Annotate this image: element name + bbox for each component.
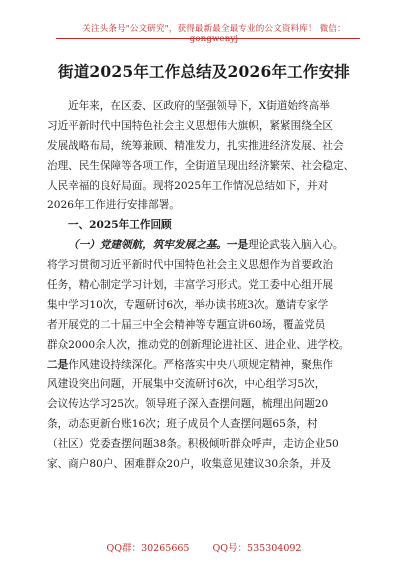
point-text: 作风建设持续深化。严格落实中央八项规定精神，聚焦作 bbox=[68, 358, 334, 371]
header-note: 关注头条号"公文研究"，获得最新最全最专业的公文资料库！ 微信：gongwenyj bbox=[82, 24, 346, 44]
body-line: （社区）党委查摆问题38条。积极倾听群众呼声，走访企业50 bbox=[47, 438, 339, 451]
point-text: 理论武装入脑入心。 bbox=[248, 239, 344, 252]
point-two-line bbox=[47, 356, 365, 376]
document-body bbox=[47, 97, 365, 475]
point-marker: 一是 bbox=[226, 239, 249, 252]
body-line: 集中学习10次，专题研讨6次，举办读书班3次。邀请专家学 bbox=[47, 298, 329, 311]
footer bbox=[0, 540, 408, 554]
intro-line: 2026年工作进行安排部署。 bbox=[47, 199, 180, 212]
footer-qq: QQ号：535304092 bbox=[212, 543, 302, 554]
point-marker: 二是 bbox=[47, 358, 69, 371]
section-heading: 一、2025年工作回顾 bbox=[68, 219, 172, 232]
intro-paragraph bbox=[47, 97, 365, 216]
footer-qq-group: QQ群：30265665 bbox=[106, 543, 190, 554]
body-line: 者开展党的二十届三中全会精神等专题宣讲60场，覆盖党员 bbox=[47, 318, 326, 331]
body-line: 任务，精心制定学习计划，丰富学习形式。党工委中心组开展 bbox=[47, 279, 334, 292]
header-rule bbox=[56, 38, 360, 39]
intro-line: 治理、民生保障等各项工作，全街道呈现出经济繁荣、社会稳定、 bbox=[47, 159, 355, 172]
document-title: 街道2025年工作总结及2026年工作安排 bbox=[58, 62, 350, 81]
intro-line: 人民幸福的良好局面。现将2025年工作情况总结如下，并对 bbox=[47, 179, 329, 192]
subsection-lead-line bbox=[47, 236, 365, 256]
body-line: 条，动态更新台账16次；班子成员个人查摆问题65条，村 bbox=[47, 418, 318, 431]
intro-line: 近年来，在区委、区政府的坚强领导下，X街道始终高举 bbox=[68, 100, 330, 112]
body-line: 家、商户80户、困难群众20户，收集意见建议30余条，并及 bbox=[47, 458, 332, 471]
intro-line: 发展战略布局，统筹兼顾、精准发力，扎实推进经济发展、社会 bbox=[47, 139, 344, 152]
body-line: 风建设突出问题，开展集中交流研讨6次，中心组学习5次， bbox=[47, 378, 326, 391]
body-line: 群众2000余人次，推动党的创新理论进社区、进企业、进学校。 bbox=[47, 338, 350, 351]
body-line: 将学习贯彻习近平新时代中国特色社会主义思想作为首要政治 bbox=[47, 259, 334, 272]
subsection-heading: （一）党建领航，筑牢发展之基。 bbox=[68, 239, 227, 252]
intro-line: 习近平新时代中国特色社会主义思想伟大旗帜，紧紧围绕全区 bbox=[47, 119, 334, 132]
body-line: 会议传达学习25次。领导班子深入查摆问题，梳理出问题20 bbox=[47, 398, 329, 411]
